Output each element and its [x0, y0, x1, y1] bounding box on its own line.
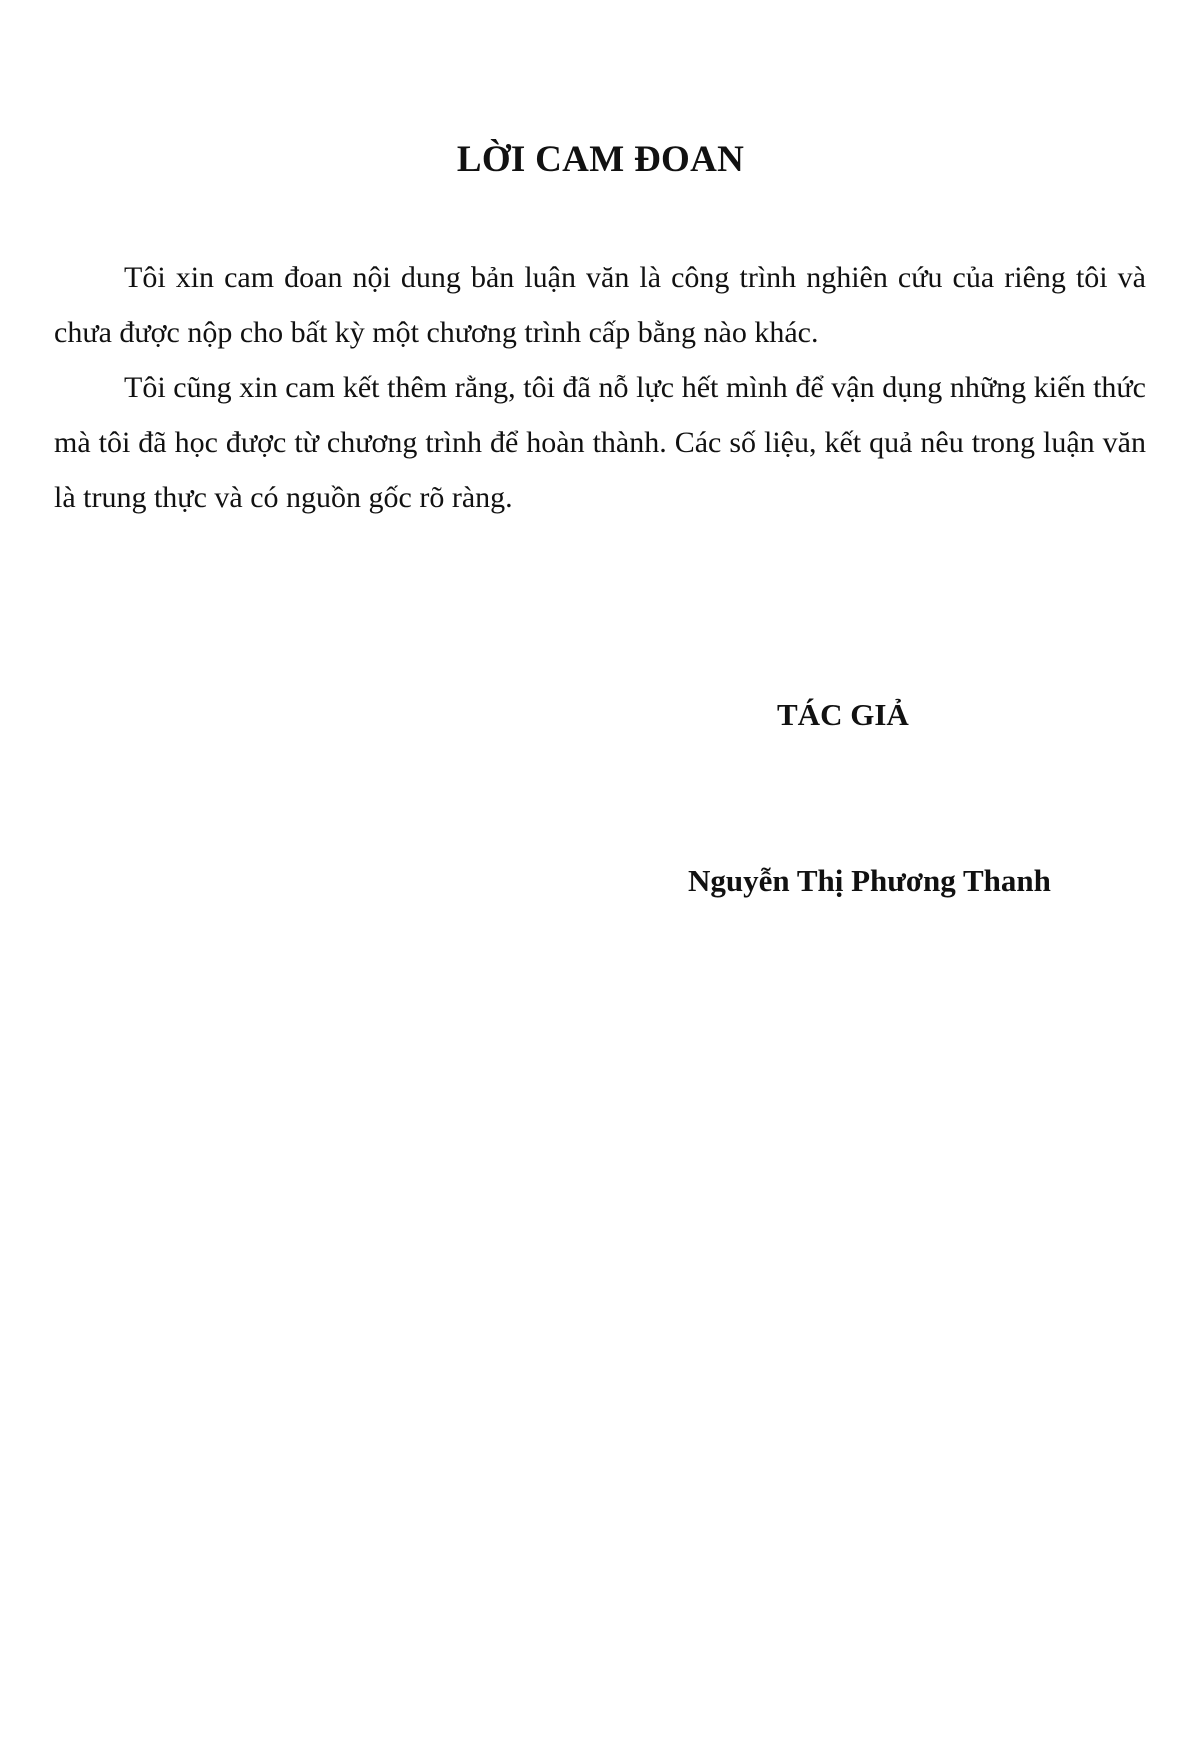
declaration-paragraph-1: Tôi xin cam đoan nội dung bản luận văn là công trình nghiên cứu của riêng tôi và chưa được nộp cho bất kỳ một chương trình cấp bằng nào khác.	[54, 261, 1146, 349]
author-label: TÁC GIẢ	[777, 697, 909, 732]
page-title: LỜI CAM ĐOAN	[456, 139, 745, 180]
author-name: Nguyễn Thị Phương Thanh	[688, 863, 1051, 898]
declaration-paragraph-2: Tôi cũng xin cam kết thêm rằng, tôi đã nỗ lực hết mình để vận dụng những kiến thức mà tôi đã học được từ chương trình để hoàn thành. Các số liệu, kết quả nêu trong luận văn là trung thực và có nguồn gốc rõ ràng.	[54, 371, 1146, 514]
declaration-body	[54, 250, 1146, 525]
